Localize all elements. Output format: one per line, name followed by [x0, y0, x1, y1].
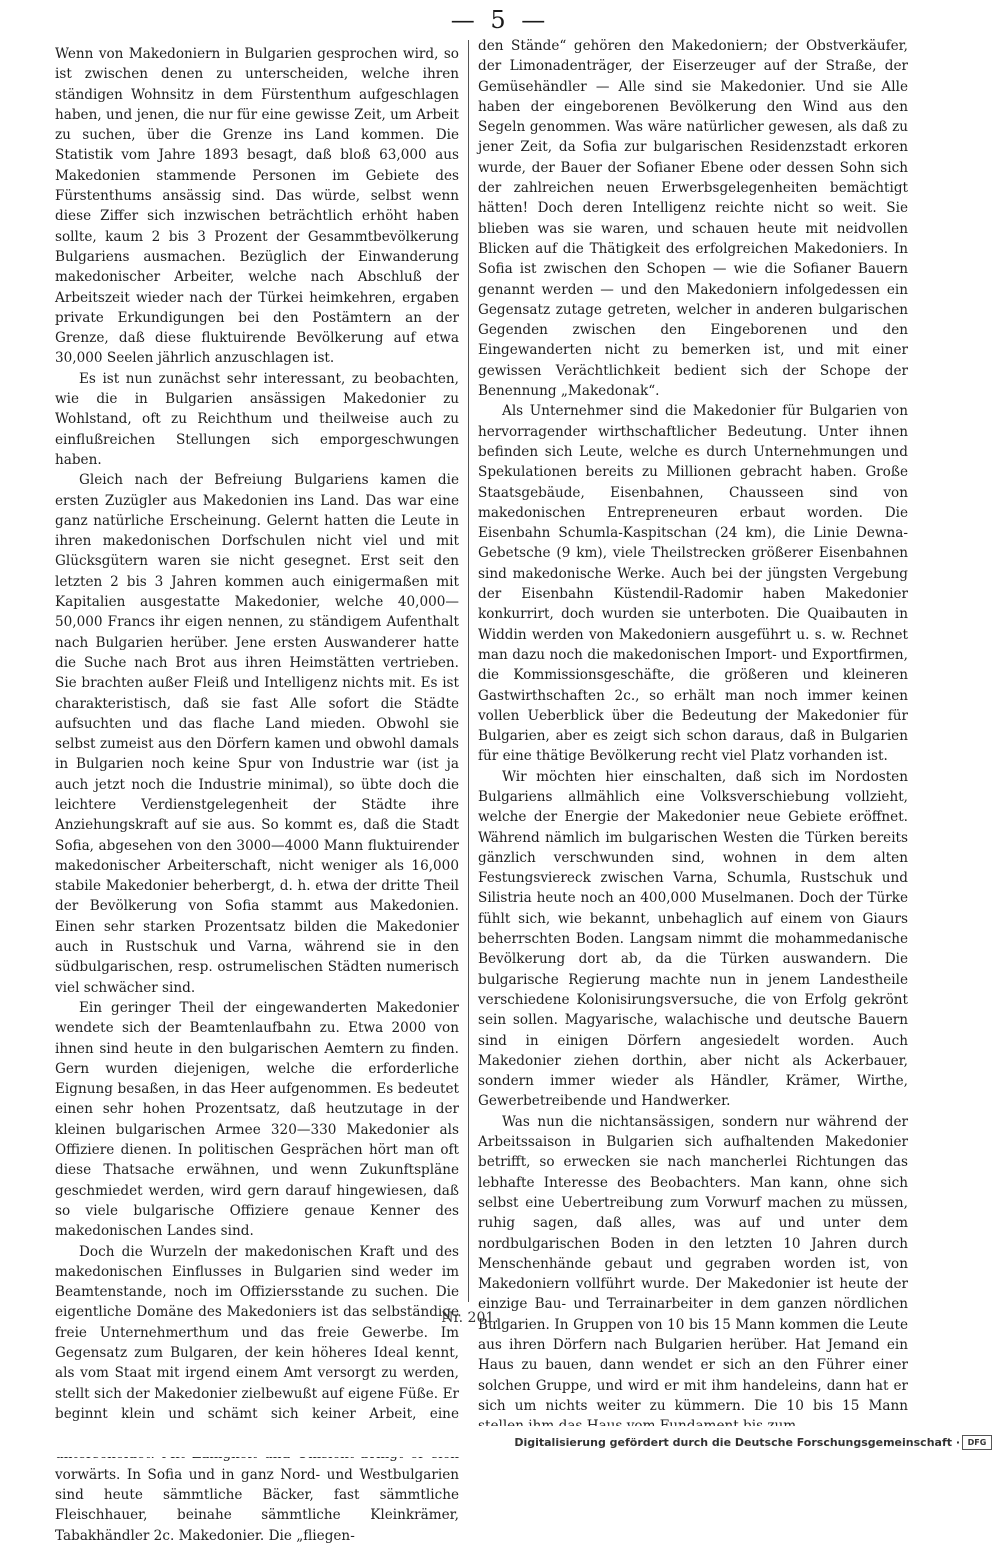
dfg-logo-icon: DFG	[962, 1435, 992, 1450]
paragraph: Es ist nun zunächst sehr interessant, zu beobachten, wie die in Bulgarien ansässigen Makedonier zu Wohlstand, oft zu Reichthum und theilweise auch zu einflußreichen Stellungen sich emporgeschwungen haben.	[55, 370, 459, 468]
paragraph: Gleich nach der Befreiung Bulgariens kamen die ersten Zuzügler aus Makedonien ins Land. Das war eine ganz natürliche Erscheinung. Gelernt hatten die Leute in ihren makedonischen Dorfschulen nicht viel und mit Glücksgütern waren sie nicht gesegnet. Erst seit den letzten 2 bis 3 Jahren kommen auch einigermaßen mit Kapitalien ausgestatte Makedonier, welche 40,000—50,000 Francs ihr eigen nennen, zu ständigem Aufenthalt nach Bulgarien herüber. Jene ersten Auswanderer hatte die Suche nach Brot aus ihren Heimstätten vertrieben. Sie brachten außer Fleiß und Intelligenz nichts mit. Es ist charakteristisch, daß sie fast Alle sofort die Städte aufsuchten und das flache Land mieden. Obwohl sie selbst zumeist aus den Dörfern kamen und obwohl damals in Bulgarien noch keine Spur von Industrie war (ist ja auch jetzt noch die Industrie minimal), so übte doch die leichtere Verdienstgelegenheit der Städte ihre Anziehungskraft auf sie aus. So kommt es, daß die Stadt Sofia, abgesehen von den 3000—4000 Mann fluktuirender makedonischer Arbeiterschaft, nicht weniger als 16,000 stabile Makedonier beherbergt, d. h. etwa der dritte Theil der Bevölkerung von Sofia stammt aus Makedonien. Einen sehr starken Prozentsatz bilden die Makedonier auch in Rustschuk und Varna, während sie in den südbulgarischen, resp. ostrumelischen Städten numerisch viel schwächer sind.	[55, 472, 459, 996]
page-number-header: — 5 —	[450, 6, 550, 34]
issue-number: Nr. 201.	[441, 1310, 499, 1326]
paragraph: Ein geringer Theil der eingewanderten Makedonier wendete sich der Beamtenlaufbahn zu. Etwa 2000 von ihnen sind heute in den bulgarischen Aemtern zu finden. Gern wurden diejenigen, welche die erforderliche Eignung besaßen, in das Heer aufgenommen. Es bedeutet einen sehr hohen Prozentsatz, daß heutzutage in der kleinen bulgarischen Armee 320—330 Makedonier als Offiziere dienen. In politischen Gesprächen hört man oft diese Thatsache erwähnen, und wenn Zukunftspläne geschmiedet werden, wird gern darauf hingewiesen, daß so viele bulgarische Offiziere genaue Kenner des makedonischen Landes sind.	[55, 999, 459, 1240]
paragraph: Was nun die nichtansässigen, sondern nur während der Arbeitssaison in Bulgarien sich aufhaltenden Makedonier betrifft, so erwecken sie nach mancherlei Richtungen das lebhafte Interesse des Beobachters. Man kann, ohne sich selbst eine Uebertreibung zum Vorwurf machen zu müssen, ruhig sagen, daß alles, was auf und unter dem nordbulgarischen Boden in den letzten 10 Jahren durch Menschenhände gebaut und gegraben worden ist, von Makedoniern vollführt wurde. Der Makedonier ist heute der einzige Bau- und Terrainarbeiter in dem ganzen nördlichen Bulgarien. In Gruppen von 10 bis 15 Mann kommen die Leute aus ihren Dörfern nach Bulgarien herüber. Hat Jemand ein Haus zu bauen, dann wendet er sich an den Führer einer solchen Gruppe, und wird er mit ihm handeleins, dann hat er sich um nichts weiter zu kümmern. Die 10 bis 15 Mann	[478, 1113, 908, 1414]
paragraph: Wenn von Makedoniern in Bulgarien gesprochen wird, so ist zwischen denen zu unterscheiden, welche ihren ständigen Wohnsitz in dem Fürstenthum aufgeschlagen haben, und jenen, die nur für eine gewisse Zeit, um Arbeit zu suchen, über die Grenze ins Land kommen. Die Statistik vom Jahre 1893 besagt, daß bloß 63,000 aus Makedonien stammende Personen im Gebiete des Fürstenthums ansässig sind. Das würde, selbst wenn diese Ziffer sich inzwischen beträchtlich erhöht haben sollte, kaum 2 bis 3 Prozent der Gesammtbevölkerung Bulgariens ausmachen. Bezüglich der Einwanderung makedonischer Arbeiter, welche nach Abschluß der Arbeitszeit wieder nach der Türkei heimkehren, ergaben private Erkundigungen bei den Postämtern an der Grenze, daß diese fluktuirende Bevölkerung auf etwa 30,000 Seelen jährlich anzuschlagen ist.	[55, 46, 459, 367]
paragraph: Doch die Wurzeln der makedonischen Kraft und des makedonischen Einflusses in Bulgarien sind weder im Beamtenstande, noch im Offiziersstande zu suchen. Die eigentliche Domäne des Makedoniers ist das selbständige freie Unternehmerthum und das freie Gewerbe. Im Gegensatz zum Bulgaren, der kein höheres Ideal kennt, als vom Staat mit irgend einem Amt versorgt zu werden, stellt sich der Makedonier zielbewußt auf eigene Füße. Er beginnt klein und schämt sich keiner Arbeit, eine vorwärts. In Sofia und in ganz Nord- und Westbulgarien sind heute sämmtliche Bäcker, fast sämmtliche Fleischhauer, beinahe sämmtliche Kleinkrämer, Tabakhändler 2c. Makedonier. Die „fliegen-	[55, 1243, 459, 1544]
left-column	[55, 44, 459, 1544]
funding-note: Digitalisierung gefördert durch die Deutsche Forschungsgemeinschaft ·	[514, 1436, 960, 1449]
right-column	[478, 36, 908, 1414]
paragraph: Als Unternehmer sind die Makedonier für Bulgarien von hervorragender wirthschaftlicher Bedeutung. Unter ihnen befinden sich Leute, welche es durch Unternehmungen und Spekulationen bereits zu Millionen gebracht haben. Große Staatsgebäude, Eisenbahnen, Chausseen sind von makedonischen Entrepreneuren erbaut worden. Die Eisenbahn Schumla-Kaspitschan (24 km), die Linie Dewna-Gebetsche (9 km), viele Theilstrecken größerer Eisenbahnen sind makedonische Werke. Auch bei der jüngsten Vergebung der Eisenbahn Küstendil-Radomir haben Makedonier konkurrirt, doch wurden sie unterboten. Die Quaibauten in Widdin werden von Makedoniern ausgeführt u. s. w. Rechnet man dazu noch die makedonischen Import- und Exportfirmen, die Kommissionsgeschäfte, die größeren und kleineren Gastwirthschaften 2c., so erhält man noch immer keinen vollen Ueberblick über die Bedeutung der Makedonier für Bulgarien, aber es zeigt sich schon daraus, daß in Bulgarien für eine thätige Bevölkerung recht viel Platz vorhanden ist.	[478, 403, 908, 765]
paragraph: den Stände“ gehören den Makedoniern; der Obstverkäufer, der Limonadenträger, der Eiserzeuger auf der Straße, der Gemüsehändler — Alle sind sie Makedonier. Und sie Alle haben der eingeborenen Bevölkerung den Wind aus den Segeln genommen. Was wäre natürlicher gewesen, als daß zu jener Zeit, da Sofia zur bulgarischen Residenzstadt erkoren wurde, der Bauer der Sofianer Ebene oder dessen Sohn sich der zahlreichen neuen Erwerbsgelegenheiten bemächtigt hätten! Doch deren Intelligenz reichte nicht so weit. Sie blieben was sie waren, und schauen heute mit neidvollen Blicken auf die Thätigkeit des erfolgreichen Makedoniers. In Sofia ist zwischen den Schopen — wie die Sofianer Bauern genannt werden — und den Makedoniern infolgedessen ein Gegensatz zutage getreten, welcher in anderen bulgarischen Gegenden zwischen den Eingeborenen und den Eingewanderten nicht zu bemerken ist, und mit einer gewissen Verächtlichkeit bedient sich der Schope der Benennung „Makedonak“.	[478, 38, 908, 400]
paragraph: Wir möchten hier einschalten, daß sich im Nordosten Bulgariens allmählich eine Volksverschiebung vollzieht, welche der Energie der Makedonier neue Gebiete eröffnet. Während nämlich im bulgarischen Westen die Türken bereits gänzlich verschwunden sind, wohnen in dem alten Festungsviereck zwischen Varna, Schumla, Rustschuk und Silistria heute noch an 400,000 Muselmanen. Doch der Türke fühlt sich, wie bekannt, unbehaglich auf einem von Giaurs beherrschten Boden. Langsam nimmt die mohammedanische Bevölkerung dort ab, da die Türken auswandern. Die bulgarische Regierung machte nun in jenem Landestheile verschiedene Kolonisirungsversuche, die von Erfolg gekrönt sein sollen. Magyarische, walachische und deutsche Bauern sind in einigen Dörfern angesiedelt worden. Auch Makedonier ziehen dorthin, aber nicht als Ackerbauer, sondern immer wieder als Händler, Krämer, Wirthe, Gewerbetreibende und Handwerker.	[478, 768, 908, 1110]
column-divider	[468, 40, 469, 1302]
